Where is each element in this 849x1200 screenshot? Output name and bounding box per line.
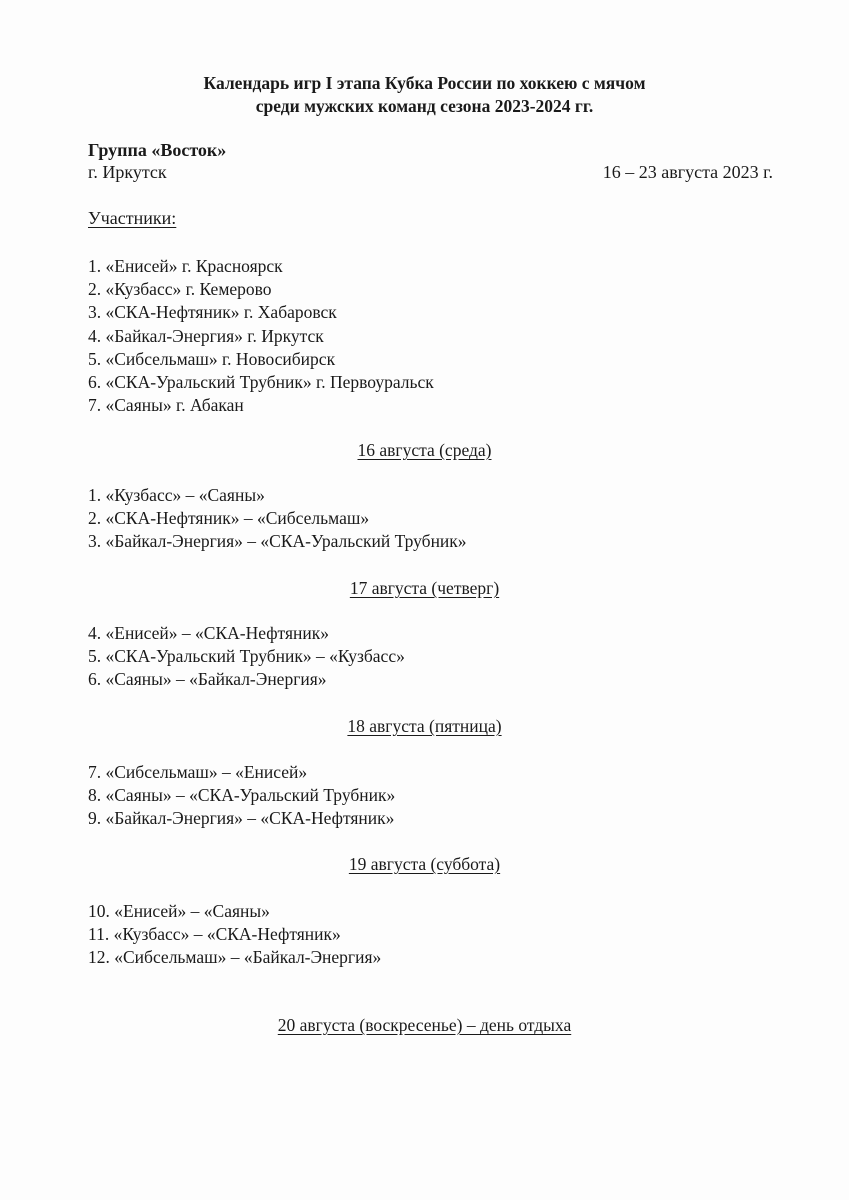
games-list-aug-17 bbox=[88, 622, 405, 692]
day-heading-aug-16: 16 августа (среда) bbox=[357, 440, 492, 460]
participant-item: 6. «СКА-Уральский Трубник» г. Первоуральск bbox=[88, 372, 434, 393]
game-item: 11. «Кузбасс» – «СКА-Нефтяник» bbox=[88, 924, 341, 945]
games-list-aug-18 bbox=[88, 761, 395, 831]
rest-day-heading: 20 августа (воскресенье) – день отдыха bbox=[277, 1015, 572, 1035]
game-item: 3. «Байкал-Энергия» – «СКА-Уральский Трубник» bbox=[88, 531, 467, 552]
group-name: Группа «Восток» bbox=[88, 140, 227, 160]
tournament-dates: 16 – 23 августа 2023 г. bbox=[602, 162, 773, 182]
participants-list bbox=[88, 255, 434, 417]
game-item: 9. «Байкал-Энергия» – «СКА-Нефтяник» bbox=[88, 808, 395, 829]
game-item: 1. «Кузбасс» – «Саяны» bbox=[88, 485, 265, 505]
day-heading-aug-18: 18 августа (пятница) bbox=[347, 716, 502, 736]
participant-item: 5. «Сибсельмаш» г. Новосибирск bbox=[88, 348, 336, 369]
game-item: 6. «Саяны» – «Байкал-Энергия» bbox=[88, 669, 327, 690]
day-heading-aug-19: 19 августа (суббота) bbox=[348, 854, 501, 874]
game-item: 7. «Сибсельмаш» – «Енисей» bbox=[88, 762, 308, 782]
participant-item: 4. «Байкал-Энергия» г. Иркутск bbox=[88, 325, 324, 346]
games-list-aug-19 bbox=[88, 900, 381, 970]
participant-item: 3. «СКА-Нефтяник» г. Хабаровск bbox=[88, 302, 337, 323]
document-title-line-2: среди мужских команд сезона 2023-2024 гг. bbox=[255, 96, 594, 116]
day-heading-aug-17: 17 августа (четверг) bbox=[349, 578, 500, 598]
game-item: 8. «Саяны» – «СКА-Уральский Трубник» bbox=[88, 785, 396, 806]
game-item: 10. «Енисей» – «Саяны» bbox=[88, 901, 270, 921]
participant-item: 7. «Саяны» г. Абакан bbox=[88, 395, 244, 416]
games-list-aug-16 bbox=[88, 484, 467, 554]
city: г. Иркутск bbox=[88, 162, 167, 182]
game-item: 12. «Сибсельмаш» – «Байкал-Энергия» bbox=[88, 947, 382, 968]
game-item: 5. «СКА-Уральский Трубник» – «Кузбасс» bbox=[88, 646, 405, 667]
participant-item: 1. «Енисей» г. Красноярск bbox=[88, 256, 283, 276]
document-title-line-1: Календарь игр I этапа Кубка России по хоккею с мячом bbox=[203, 73, 646, 93]
game-item: 2. «СКА-Нефтяник» – «Сибсельмаш» bbox=[88, 508, 370, 529]
game-item: 4. «Енисей» – «СКА-Нефтяник» bbox=[88, 623, 330, 643]
participants-label: Участники: bbox=[88, 208, 177, 228]
participant-item: 2. «Кузбасс» г. Кемерово bbox=[88, 279, 272, 300]
